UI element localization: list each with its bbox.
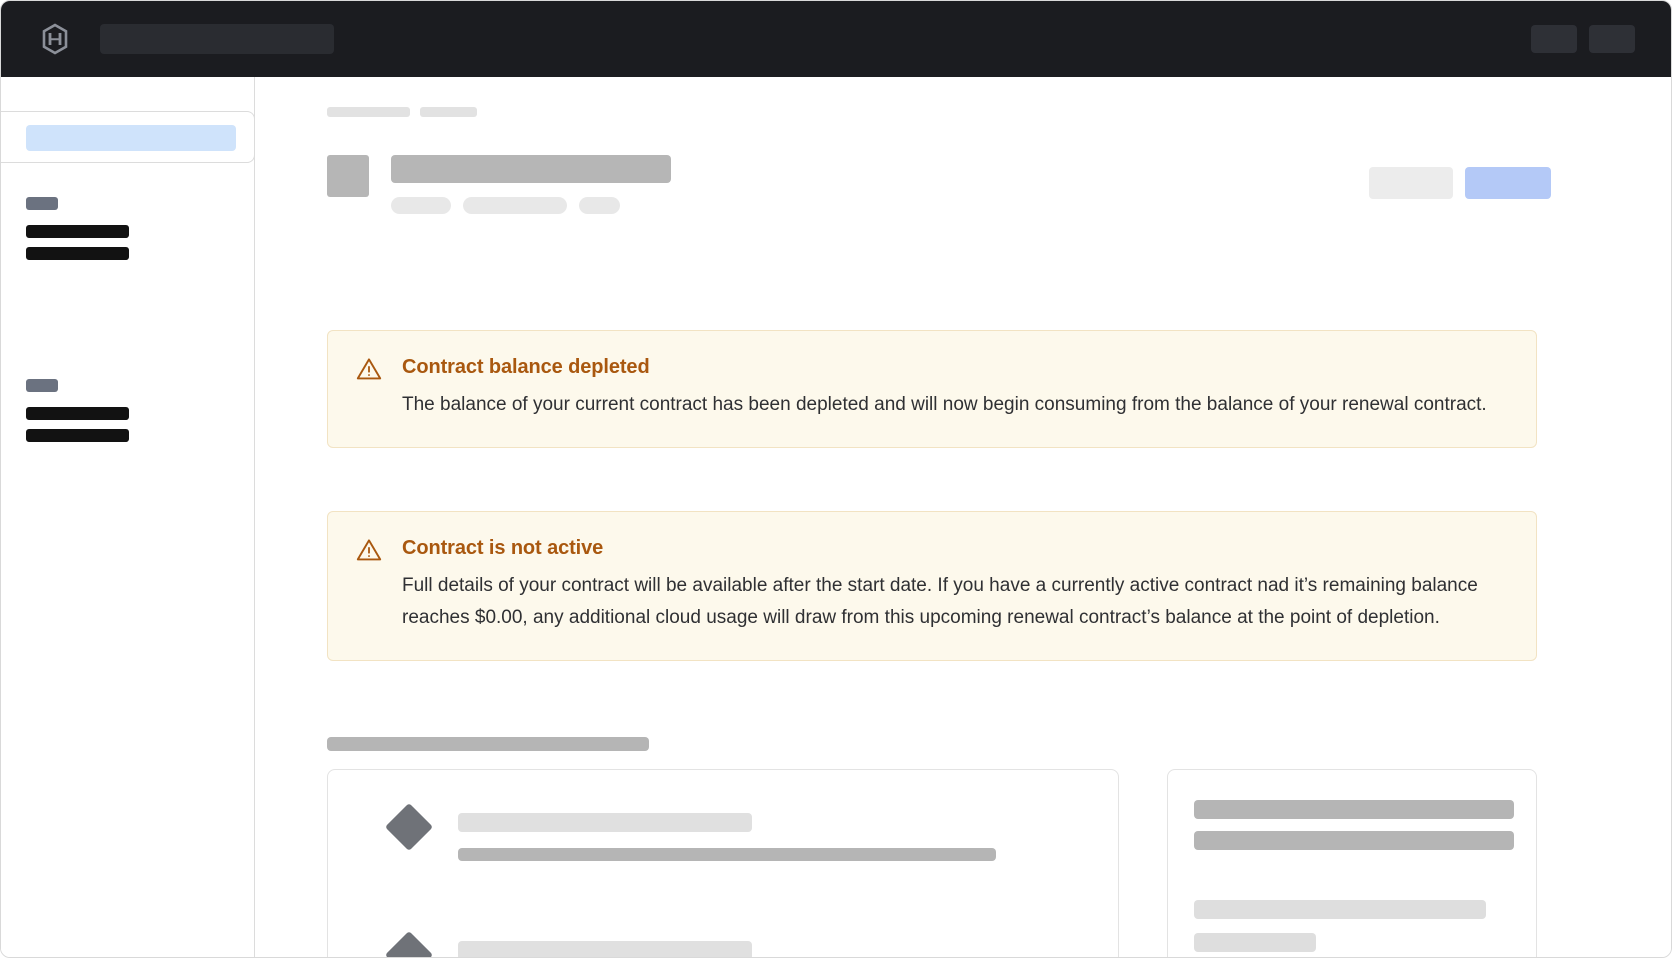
secondary-action-button[interactable] [1369,167,1453,199]
list-item[interactable] [392,938,996,958]
topbar-chip-2[interactable] [1589,25,1635,53]
page-header [327,155,671,214]
list-item-title [458,813,752,832]
alert-contract-not-active [327,511,1537,661]
topbar-chip-1[interactable] [1531,25,1577,53]
topbar-actions [1531,25,1649,53]
warning-triangle-icon [356,536,382,634]
sidebar [1,77,255,958]
sidebar-active-item[interactable] [26,125,236,151]
list-item-subtitle [458,848,996,861]
sidebar-item-2-1[interactable] [26,407,129,420]
alert-contract-balance-depleted [327,330,1537,448]
breadcrumb-item-2[interactable] [420,107,477,117]
page-meta-item-1 [391,197,451,214]
alert-title: Contract is not active [402,537,604,559]
sidebar-group-2-label [26,379,58,392]
side-card-line-4 [1194,933,1316,952]
page-header-actions [1369,167,1551,199]
diamond-icon [385,931,433,958]
page-avatar [327,155,369,197]
search-input[interactable] [100,24,334,54]
list-item[interactable] [392,810,996,861]
sidebar-item-2-2[interactable] [26,429,129,442]
alert-description: The balance of your current contract has been depleted and will now begin consuming from the balance of your renewal contract. [402,394,1487,415]
diamond-icon [385,803,433,851]
sidebar-group-1 [26,197,129,260]
page-meta-item-3 [579,197,620,214]
side-card-line-1 [1194,800,1514,819]
summary-card [327,769,1119,958]
breadcrumb-item-1[interactable] [327,107,410,117]
list-item-title [458,941,752,958]
breadcrumb [327,107,477,117]
alert-title: Contract balance depleted [402,356,650,378]
sidebar-item-1-2[interactable] [26,247,129,260]
alert-description: Full details of your contract will be available after the start date. If you have a currently active contract nad it’s remaining balance reaches $0.00, any additional cloud usage will draw from this upcoming renewal contract’s balance at the point of depletion. [402,575,1478,628]
sidebar-group-1-label [26,197,58,210]
sidebar-group-2 [26,379,129,442]
side-card-line-3 [1194,900,1486,919]
primary-action-button[interactable] [1465,167,1551,199]
page-title [391,155,671,183]
side-card-line-2 [1194,831,1514,850]
hashicorp-logo-icon[interactable] [37,21,73,57]
main-content [255,77,1672,958]
warning-triangle-icon [356,355,382,421]
top-navigation-bar [1,1,1672,77]
page-meta [391,197,671,214]
section-heading [327,737,649,751]
page-meta-item-2 [463,197,567,214]
side-card [1167,769,1537,958]
sidebar-item-1-1[interactable] [26,225,129,238]
